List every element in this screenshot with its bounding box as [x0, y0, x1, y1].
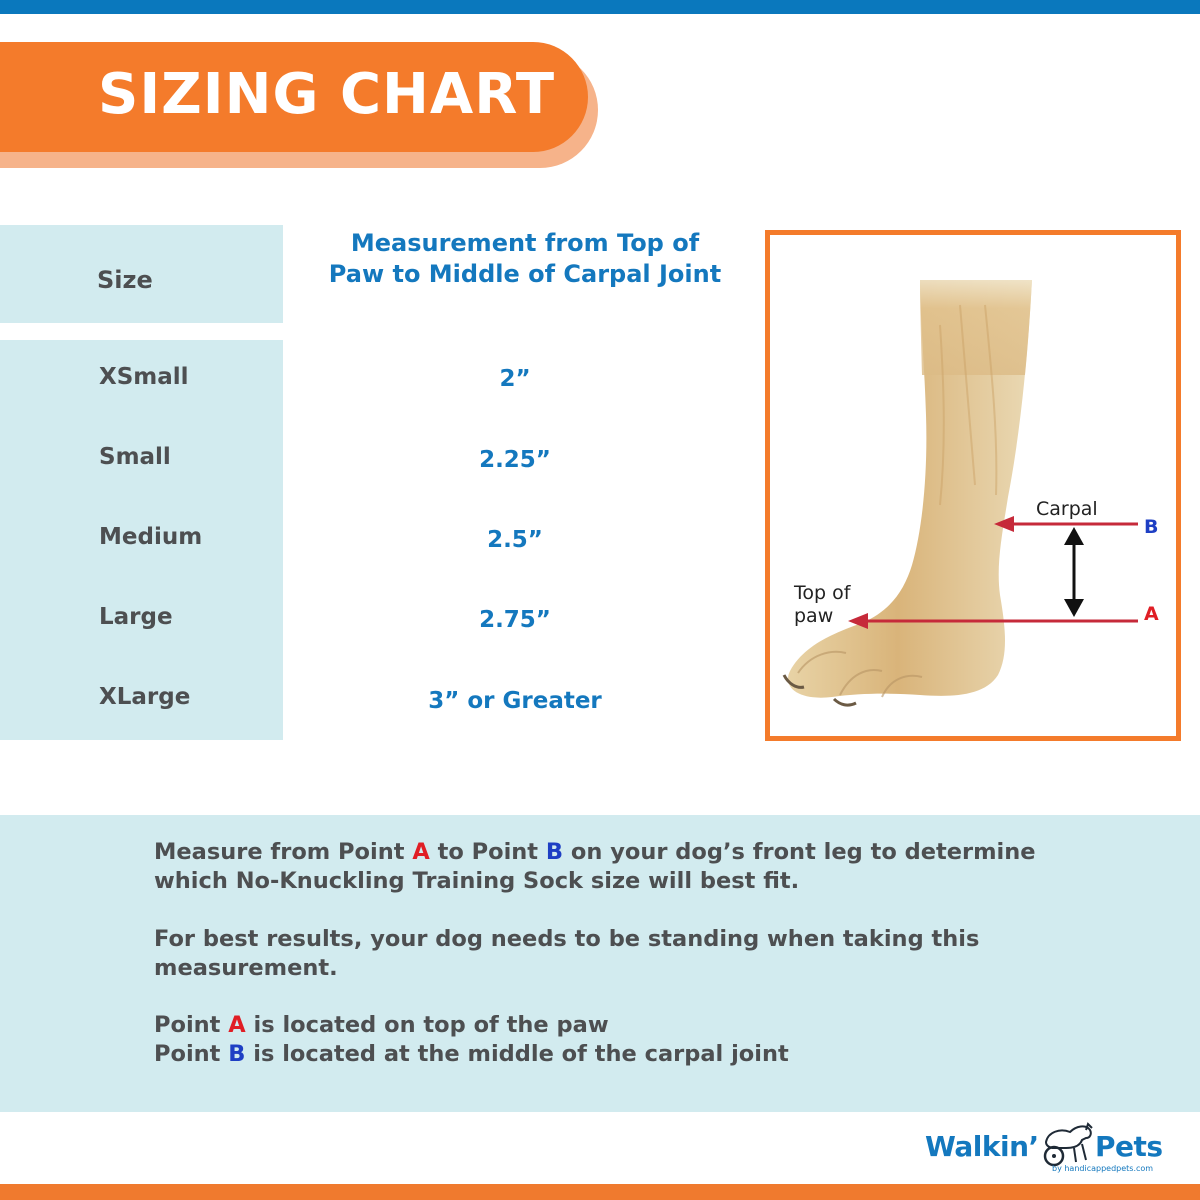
- measurement-xsmall: 2”: [499, 366, 531, 392]
- measurement-medium: 2.5”: [487, 527, 543, 553]
- instruction-point-b-text: is located at the middle of the carpal joint: [245, 1041, 789, 1067]
- carpal-label: Carpal: [1036, 498, 1098, 520]
- distance-arrow-bottom-head: [1064, 599, 1084, 617]
- point-b-inline-2: B: [228, 1041, 246, 1067]
- size-small: Small: [99, 444, 171, 470]
- logo-tagline: by handicappedpets.com: [1052, 1164, 1154, 1173]
- instruction-point-a: [154, 1012, 609, 1038]
- instruction-point-b: [154, 1041, 789, 1067]
- instruction-point-b-prefix: Point: [154, 1041, 229, 1067]
- measurement-diagram: [765, 230, 1181, 741]
- dog-leg-upper-shading: [920, 280, 1032, 375]
- instruction-line-4: measurement.: [154, 955, 338, 981]
- page-title: SIZING CHART: [98, 62, 556, 127]
- distance-arrow-top-head: [1064, 527, 1084, 545]
- instruction-line-1-text-c: on your dog’s front leg to determine: [563, 839, 1036, 865]
- point-a-inline: A: [412, 839, 430, 865]
- instruction-line-1-text-b: to Point: [429, 839, 546, 865]
- point-b-inline: B: [545, 839, 564, 865]
- size-medium: Medium: [99, 524, 203, 550]
- size-large: Large: [99, 604, 173, 630]
- bottom-accent-bar: [0, 1184, 1200, 1200]
- size-xsmall: XSmall: [99, 364, 189, 390]
- instruction-point-a-text: is located on top of the paw: [245, 1012, 609, 1038]
- point-a-inline-2: A: [228, 1012, 246, 1038]
- dog-leg-illustration: [770, 235, 1176, 736]
- top-accent-bar: [0, 0, 1200, 14]
- logo-word-walkin: Walkin’: [925, 1130, 1039, 1163]
- instruction-point-a-prefix: Point: [154, 1012, 229, 1038]
- logo-word-pets: Pets: [1095, 1130, 1163, 1163]
- point-a-marker: A: [1144, 603, 1159, 625]
- measurement-small: 2.25”: [479, 447, 551, 473]
- size-column-header: Size: [97, 266, 153, 294]
- top-of-paw-label-line-2: paw: [794, 605, 834, 627]
- measurement-header-line-1: Measurement from Top of: [350, 229, 700, 257]
- top-of-paw-label: [794, 582, 850, 628]
- dog-wheelchair-logo-icon: [1038, 1118, 1098, 1168]
- instruction-line-3: For best results, your dog needs to be standing when taking this: [154, 926, 980, 952]
- instruction-line-2: which No-Knuckling Training Sock size will best fit.: [154, 868, 800, 894]
- measurement-header-line-2: Paw to Middle of Carpal Joint: [328, 260, 722, 288]
- size-xlarge: XLarge: [99, 684, 191, 710]
- point-b-marker: B: [1144, 516, 1159, 538]
- top-of-paw-label-line-1: Top of: [794, 582, 851, 604]
- measurement-large: 2.75”: [479, 607, 551, 633]
- instruction-line-1-text-a: Measure from Point: [154, 839, 413, 865]
- instruction-line-1: [154, 839, 1036, 865]
- walkin-pets-logo: [925, 1118, 1165, 1180]
- measurement-xlarge: 3” or Greater: [428, 688, 602, 714]
- measurement-column-header: [290, 228, 760, 290]
